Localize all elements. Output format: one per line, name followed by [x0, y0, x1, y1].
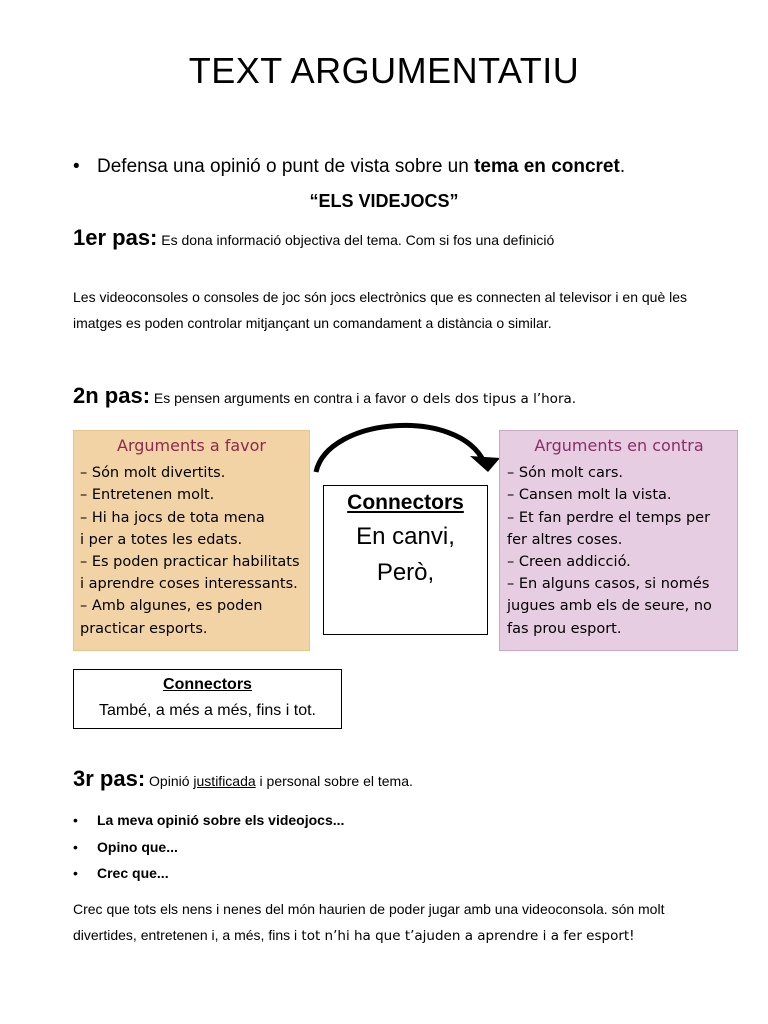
- step-3-heading: 3r pas:: [73, 766, 146, 791]
- connector-item: En canvi,: [356, 523, 455, 550]
- step-2: [73, 383, 576, 409]
- connector-item: Però,: [376, 559, 435, 586]
- bullet-dot-icon: •: [73, 865, 78, 881]
- list-item-text: La meva opinió sobre els videojocs...: [97, 812, 345, 828]
- step-3-text-end: i personal sobre el tema.: [255, 773, 413, 789]
- bullet-dot-icon: •: [73, 838, 78, 855]
- contra-line: fer altres coses.: [507, 531, 623, 548]
- step-2-text-cont: o dels dos tipus a l’hora.: [406, 391, 577, 407]
- list-item-text: Opino que...: [97, 838, 178, 855]
- favor-line: – Entretenen molt.: [80, 487, 215, 504]
- contra-line: jugues amb els de seure, no: [507, 598, 712, 615]
- favor-line: – Es poden practicar habilitats: [80, 554, 300, 571]
- list-item: [73, 812, 344, 839]
- page-title: TEXT ARGUMENTATIU: [188, 50, 580, 91]
- bullet-end: .: [619, 156, 626, 177]
- bullet-dot-icon: •: [73, 156, 80, 177]
- step-1-heading: 1er pas:: [73, 225, 158, 250]
- connectors-heading: Connectors: [163, 676, 252, 693]
- step-1: [73, 225, 554, 251]
- conclusion-text-cont: tot n’hi ha que t’ajuden a aprendre i a fer esport!: [297, 928, 635, 944]
- favor-line: i per a totes les edats.: [80, 531, 243, 548]
- connectors-box-contrast: [323, 485, 488, 635]
- bullet-bold-text: tema en concret: [474, 156, 620, 177]
- list-item: [73, 865, 344, 892]
- intro-bullet: [73, 156, 625, 178]
- list-item: [73, 839, 344, 866]
- step-3: [73, 766, 413, 792]
- favor-line: – Amb algunes, es poden: [80, 598, 263, 615]
- opinion-list: [73, 812, 344, 892]
- contra-line: – Creen addicció.: [507, 554, 631, 571]
- connector-item: També, a més a més, fins i tot.: [99, 702, 316, 719]
- step-3-underlined: justificada: [193, 773, 256, 789]
- contra-line: – En alguns casos, si només: [507, 576, 710, 593]
- favor-line: – Hi ha jocs de tota mena: [80, 509, 265, 526]
- favor-line: practicar esports.: [80, 620, 208, 637]
- curved-arrow-icon: [308, 412, 508, 482]
- list-item-text: Crec que...: [97, 865, 169, 881]
- bullet-text: Defensa una opinió o punt de vista sobre un: [97, 156, 475, 177]
- connectors-heading: Connectors: [347, 491, 464, 514]
- contra-line: – Et fan perdre el temps per: [507, 509, 711, 526]
- contra-line: – Són molt cars.: [507, 465, 624, 482]
- arguments-favor-heading: Arguments a favor: [117, 436, 266, 455]
- conclusion-text: Crec que tots els nens i nenes del món haurien de poder jugar amb una videoconsola. són molt divertides, entretenen i, a més, fins i: [73, 901, 665, 943]
- bullet-dot-icon: •: [73, 812, 78, 828]
- theme-heading: “ELS VIDEJOCS”: [309, 191, 459, 211]
- connectors-box-addition: [73, 669, 342, 729]
- definition-paragraph: Les videoconsoles o consoles de joc són jocs electrònics que es connecten al televisor i en què les imatges es poden controlar mitjançant un comandament a distància o similar.: [73, 289, 688, 331]
- favor-line: – Són molt divertits.: [80, 465, 226, 482]
- arguments-contra-box: [499, 430, 738, 651]
- arguments-favor-box: [73, 430, 310, 651]
- favor-line: i aprendre coses interessants.: [80, 576, 298, 593]
- contra-line: fas prou esport.: [507, 620, 622, 637]
- step-2-text: Es pensen arguments en contra i a favor: [153, 390, 407, 406]
- contra-line: – Cansen molt la vista.: [507, 487, 672, 504]
- step-1-text: Es dona informació objectiva del tema. Com si fos una definició: [161, 232, 555, 248]
- arguments-contra-heading: Arguments en contra: [534, 436, 704, 455]
- step-2-heading: 2n pas:: [73, 383, 151, 408]
- step-3-text: Opinió: [149, 773, 194, 789]
- conclusion-paragraph: [73, 896, 713, 949]
